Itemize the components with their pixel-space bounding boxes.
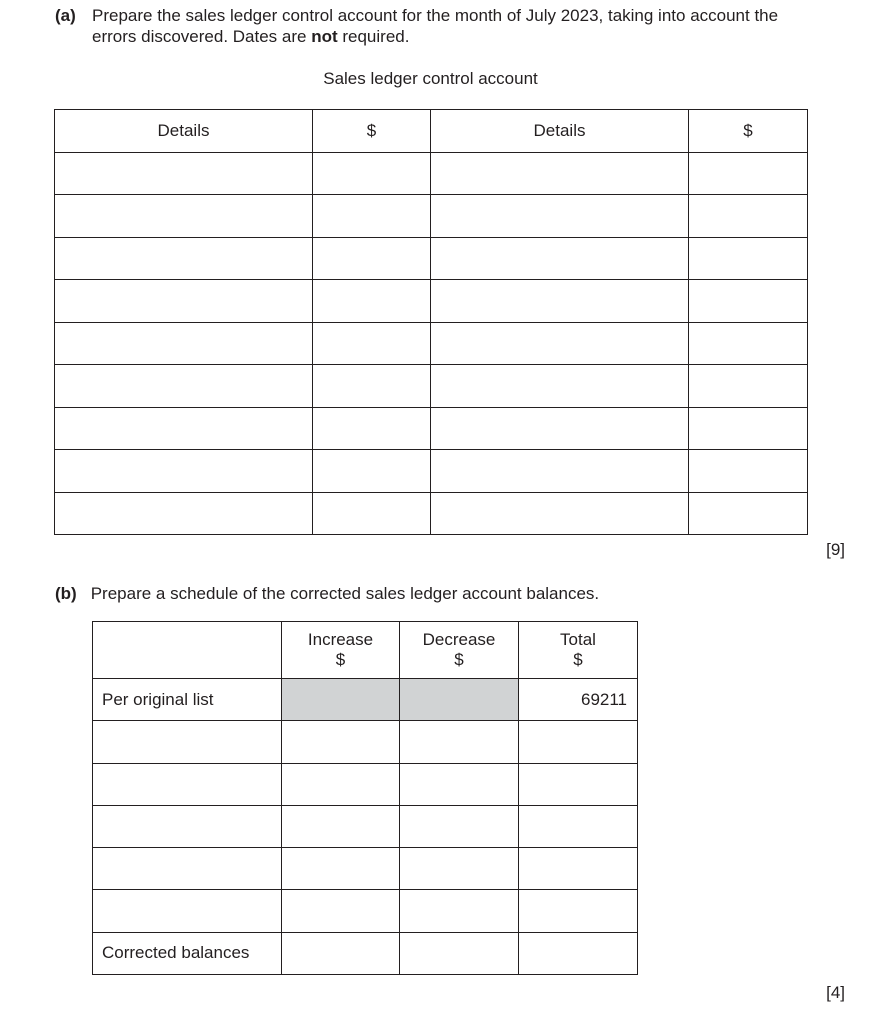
header-total-unit: $ (573, 650, 583, 669)
control-account-row (55, 365, 808, 408)
original-total-value: 69211 (519, 679, 638, 721)
details-cell-left[interactable] (55, 407, 313, 450)
schedule-increase-cell[interactable] (282, 890, 400, 932)
details-cell-left[interactable] (55, 492, 313, 535)
details-cell-left[interactable] (55, 195, 313, 238)
details-cell-left[interactable] (55, 450, 313, 493)
header-details-right: Details (431, 110, 689, 153)
question-b-letter: (b) (55, 584, 77, 603)
question-a-line2-bold: not (311, 27, 338, 46)
header-decrease-unit: $ (454, 650, 464, 669)
schedule-label-cell[interactable] (93, 890, 282, 932)
original-increase-shaded (282, 679, 400, 721)
schedule-label-cell[interactable] (93, 848, 282, 890)
header-total (519, 622, 638, 679)
amount-cell-right[interactable] (689, 407, 808, 450)
details-cell-right[interactable] (431, 322, 689, 365)
schedule-row (93, 763, 638, 805)
amount-cell-right[interactable] (689, 450, 808, 493)
control-account-row (55, 322, 808, 365)
schedule-row-corrected (93, 932, 638, 974)
question-a-line2 (92, 26, 855, 47)
amount-cell-right[interactable] (689, 322, 808, 365)
schedule-total-cell[interactable] (519, 721, 638, 763)
header-increase (282, 622, 400, 679)
schedule-decrease-cell[interactable] (400, 848, 519, 890)
question-a-line1: Prepare the sales ledger control account for the month of July 2023, taking into account the (92, 6, 779, 25)
schedule-label-cell[interactable] (93, 805, 282, 847)
amount-cell-left[interactable] (313, 280, 431, 323)
corrected-total-cell[interactable] (519, 932, 638, 974)
amount-cell-right[interactable] (689, 152, 808, 195)
question-a-text (92, 5, 855, 47)
schedule-label-cell[interactable] (93, 721, 282, 763)
schedule-increase-cell[interactable] (282, 721, 400, 763)
details-cell-left[interactable] (55, 280, 313, 323)
schedule-total-cell[interactable] (519, 890, 638, 932)
control-account-header-row (55, 110, 808, 153)
details-cell-left[interactable] (55, 237, 313, 280)
control-account-row (55, 280, 808, 323)
amount-cell-right[interactable] (689, 280, 808, 323)
details-cell-right[interactable] (431, 152, 689, 195)
amount-cell-right[interactable] (689, 365, 808, 408)
header-amount-right: $ (689, 110, 808, 153)
schedule-increase-cell[interactable] (282, 848, 400, 890)
schedule-row (93, 805, 638, 847)
amount-cell-left[interactable] (313, 237, 431, 280)
amount-cell-left[interactable] (313, 407, 431, 450)
schedule-total-cell[interactable] (519, 763, 638, 805)
schedule-header-blank (93, 622, 282, 679)
sales-ledger-control-account-table (54, 109, 808, 535)
control-account-row (55, 450, 808, 493)
details-cell-right[interactable] (431, 365, 689, 408)
corrected-balances-schedule-table (92, 621, 638, 975)
schedule-decrease-cell[interactable] (400, 890, 519, 932)
schedule-decrease-cell[interactable] (400, 763, 519, 805)
control-account-row (55, 152, 808, 195)
schedule-decrease-cell[interactable] (400, 721, 519, 763)
schedule-decrease-cell[interactable] (400, 805, 519, 847)
amount-cell-left[interactable] (313, 152, 431, 195)
header-decrease-label: Decrease (422, 630, 496, 649)
control-account-row (55, 407, 808, 450)
corrected-balances-label: Corrected balances (93, 932, 282, 974)
amount-cell-right[interactable] (689, 492, 808, 535)
details-cell-right[interactable] (431, 237, 689, 280)
header-total-label: Total (560, 630, 596, 649)
marks-part-b: [4] (826, 983, 845, 1002)
schedule-label-cell[interactable] (93, 763, 282, 805)
schedule-row (93, 890, 638, 932)
schedule-row (93, 721, 638, 763)
details-cell-right[interactable] (431, 492, 689, 535)
amount-cell-right[interactable] (689, 195, 808, 238)
question-a-line2-end: required. (337, 27, 410, 46)
control-account-row (55, 237, 808, 280)
schedule-row-original (93, 679, 638, 721)
control-account-title: Sales ledger control account (323, 69, 538, 88)
header-amount-left: $ (313, 110, 431, 153)
amount-cell-left[interactable] (313, 450, 431, 493)
control-account-row (55, 195, 808, 238)
details-cell-right[interactable] (431, 195, 689, 238)
header-increase-label: Increase (307, 630, 374, 649)
amount-cell-left[interactable] (313, 322, 431, 365)
question-a (55, 5, 855, 47)
schedule-header-row (93, 622, 638, 679)
header-decrease (400, 622, 519, 679)
question-b (55, 583, 599, 604)
original-list-label: Per original list (93, 679, 282, 721)
schedule-increase-cell[interactable] (282, 805, 400, 847)
amount-cell-left[interactable] (313, 365, 431, 408)
schedule-row (93, 848, 638, 890)
details-cell-right[interactable] (431, 280, 689, 323)
control-account-row (55, 492, 808, 535)
details-cell-left[interactable] (55, 322, 313, 365)
question-b-text: Prepare a schedule of the corrected sales ledger account balances. (90, 584, 600, 603)
amount-cell-right[interactable] (689, 237, 808, 280)
header-details-left: Details (55, 110, 313, 153)
header-increase-unit: $ (335, 650, 346, 669)
details-cell-left[interactable] (55, 152, 313, 195)
details-cell-left[interactable] (55, 365, 313, 408)
amount-cell-left[interactable] (313, 195, 431, 238)
question-a-line2-start: errors discovered. Dates are (92, 27, 312, 46)
original-decrease-shaded (400, 679, 519, 721)
amount-cell-left[interactable] (313, 492, 431, 535)
schedule-increase-cell[interactable] (282, 763, 400, 805)
marks-part-a: [9] (826, 540, 845, 559)
schedule-total-cell[interactable] (519, 805, 638, 847)
corrected-increase-cell[interactable] (282, 932, 400, 974)
details-cell-right[interactable] (431, 407, 689, 450)
schedule-total-cell[interactable] (519, 848, 638, 890)
corrected-decrease-cell[interactable] (400, 932, 519, 974)
details-cell-right[interactable] (431, 450, 689, 493)
question-a-letter: (a) (55, 6, 76, 25)
